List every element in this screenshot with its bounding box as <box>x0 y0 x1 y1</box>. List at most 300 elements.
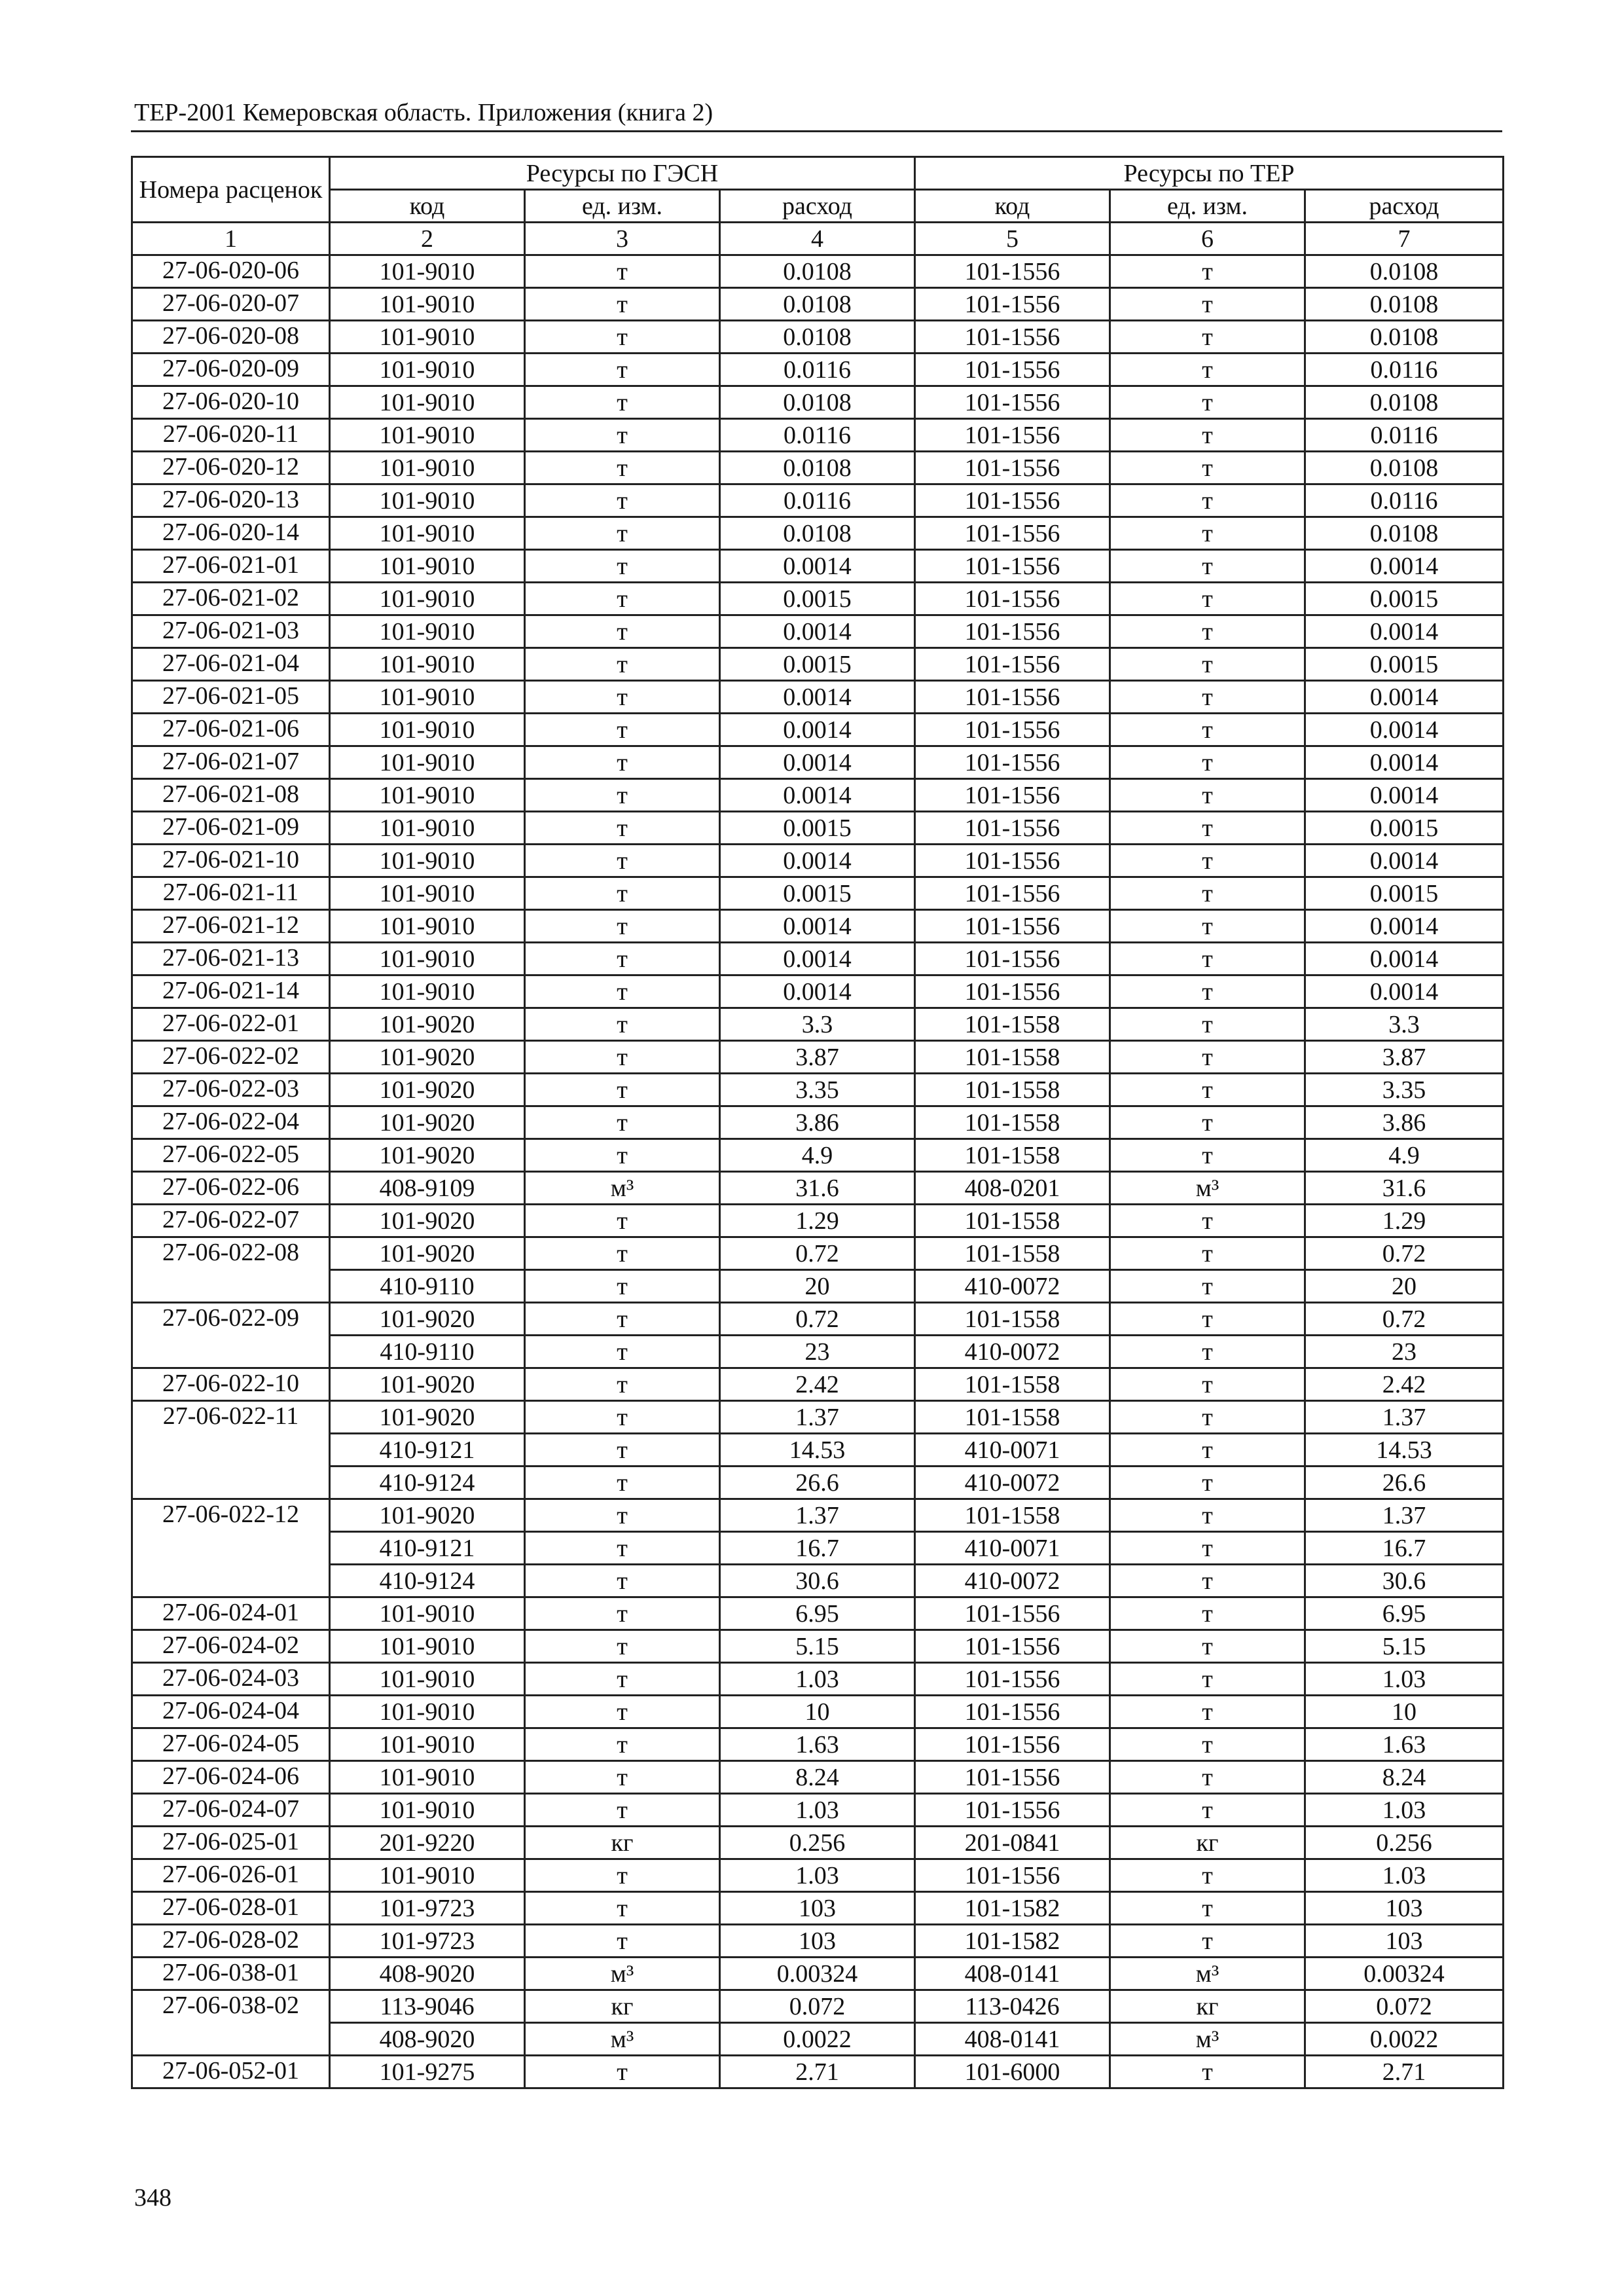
table-body <box>132 255 1504 2088</box>
gesn-consumption: 0.0108 <box>720 386 915 419</box>
gesn-code: 408-9020 <box>330 2023 525 2056</box>
ter-code: 410-0071 <box>915 1532 1110 1565</box>
ter-unit: т <box>1110 648 1305 681</box>
gesn-consumption: 0.0014 <box>720 615 915 648</box>
table-row <box>132 943 1504 975</box>
gesn-code: 101-9010 <box>330 321 525 354</box>
header-ter-group: Ресурсы по ТЕР <box>915 157 1504 190</box>
gesn-consumption: 0.0015 <box>720 648 915 681</box>
ter-code: 408-0201 <box>915 1172 1110 1205</box>
gesn-unit: т <box>525 648 720 681</box>
ter-consumption: 0.0014 <box>1305 845 1504 877</box>
gesn-code: 101-9010 <box>330 779 525 812</box>
header-ter-unit: ед. изм. <box>1110 190 1305 223</box>
rate-number: 27-06-021-05 <box>132 681 330 714</box>
gesn-unit: м³ <box>525 1172 720 1205</box>
ter-code: 101-1558 <box>915 1368 1110 1401</box>
ter-consumption: 0.0014 <box>1305 943 1504 975</box>
ter-consumption: 20 <box>1305 1270 1504 1303</box>
gesn-code: 101-9010 <box>330 1663 525 1696</box>
ter-code: 101-1558 <box>915 1499 1110 1532</box>
ter-unit: т <box>1110 681 1305 714</box>
ter-unit: т <box>1110 1565 1305 1597</box>
gesn-unit: кг <box>525 1990 720 2023</box>
ter-consumption: 0.0014 <box>1305 910 1504 943</box>
rate-number: 27-06-024-04 <box>132 1696 330 1728</box>
gesn-unit: т <box>525 419 720 452</box>
rate-number: 27-06-020-07 <box>132 288 330 321</box>
gesn-unit: т <box>525 1368 720 1401</box>
gesn-unit: т <box>525 1074 720 1106</box>
gesn-code: 101-9010 <box>330 419 525 452</box>
table-row <box>132 1434 1504 1467</box>
ter-consumption: 6.95 <box>1305 1597 1504 1630</box>
ter-unit: кг <box>1110 1827 1305 1859</box>
ter-unit: т <box>1110 452 1305 484</box>
gesn-unit: т <box>525 1303 720 1336</box>
ter-unit: т <box>1110 1597 1305 1630</box>
gesn-code: 101-9020 <box>330 1499 525 1532</box>
rate-number: 27-06-052-01 <box>132 2056 330 2088</box>
gesn-code: 101-9020 <box>330 1303 525 1336</box>
gesn-consumption: 1.37 <box>720 1401 915 1434</box>
rate-number: 27-06-022-10 <box>132 1368 330 1401</box>
gesn-code: 101-9723 <box>330 1925 525 1958</box>
rate-number: 27-06-024-05 <box>132 1728 330 1761</box>
gesn-consumption: 2.42 <box>720 1368 915 1401</box>
ter-unit: м³ <box>1110 1172 1305 1205</box>
ter-code: 101-1556 <box>915 812 1110 845</box>
ter-unit: т <box>1110 1892 1305 1925</box>
ter-code: 101-1556 <box>915 255 1110 288</box>
page-header: ТЕР-2001 Кемеровская область. Приложения (книга 2) <box>134 99 713 126</box>
gesn-consumption: 10 <box>720 1696 915 1728</box>
gesn-unit: т <box>525 845 720 877</box>
ter-unit: т <box>1110 845 1305 877</box>
table-row <box>132 1401 1504 1434</box>
table-row <box>132 1958 1504 1990</box>
column-number: 5 <box>915 223 1110 255</box>
rate-number: 27-06-024-01 <box>132 1597 330 1630</box>
gesn-code: 101-9020 <box>330 1401 525 1434</box>
gesn-code: 101-9010 <box>330 288 525 321</box>
ter-unit: т <box>1110 1303 1305 1336</box>
gesn-unit: т <box>525 1696 720 1728</box>
ter-code: 101-1556 <box>915 321 1110 354</box>
ter-consumption: 3.3 <box>1305 1008 1504 1041</box>
gesn-unit: т <box>525 1761 720 1794</box>
rate-number: 27-06-021-07 <box>132 746 330 779</box>
gesn-code: 101-9010 <box>330 877 525 910</box>
ter-code: 101-1558 <box>915 1237 1110 1270</box>
rate-number: 27-06-028-02 <box>132 1925 330 1958</box>
ter-consumption: 0.072 <box>1305 1990 1504 2023</box>
rate-number: 27-06-022-07 <box>132 1205 330 1237</box>
rate-number: 27-06-024-07 <box>132 1794 330 1827</box>
table-row <box>132 1728 1504 1761</box>
column-number: 6 <box>1110 223 1305 255</box>
ter-consumption: 26.6 <box>1305 1467 1504 1499</box>
gesn-code: 101-9010 <box>330 910 525 943</box>
table-row <box>132 1859 1504 1892</box>
ter-consumption: 30.6 <box>1305 1565 1504 1597</box>
ter-unit: т <box>1110 1205 1305 1237</box>
ter-consumption: 1.03 <box>1305 1794 1504 1827</box>
ter-unit: т <box>1110 1499 1305 1532</box>
gesn-code: 101-9020 <box>330 1237 525 1270</box>
gesn-consumption: 0.0108 <box>720 255 915 288</box>
gesn-consumption: 5.15 <box>720 1630 915 1663</box>
ter-consumption: 1.37 <box>1305 1499 1504 1532</box>
gesn-unit: т <box>525 943 720 975</box>
ter-code: 101-1558 <box>915 1139 1110 1172</box>
table-row <box>132 812 1504 845</box>
gesn-code: 101-9010 <box>330 386 525 419</box>
ter-code: 410-0072 <box>915 1565 1110 1597</box>
gesn-code: 101-9020 <box>330 1139 525 1172</box>
gesn-code: 101-9010 <box>330 714 525 746</box>
ter-consumption: 3.35 <box>1305 1074 1504 1106</box>
ter-code: 101-1556 <box>915 910 1110 943</box>
rate-number: 27-06-020-14 <box>132 517 330 550</box>
table-row <box>132 386 1504 419</box>
ter-consumption: 0.0108 <box>1305 288 1504 321</box>
gesn-code: 101-9010 <box>330 1859 525 1892</box>
gesn-consumption: 0.0014 <box>720 845 915 877</box>
table-row <box>132 1597 1504 1630</box>
gesn-code: 101-9010 <box>330 1696 525 1728</box>
gesn-consumption: 0.0014 <box>720 975 915 1008</box>
gesn-unit: т <box>525 681 720 714</box>
ter-unit: т <box>1110 1663 1305 1696</box>
column-number: 1 <box>132 223 330 255</box>
rate-number: 27-06-021-06 <box>132 714 330 746</box>
ter-consumption: 0.0108 <box>1305 386 1504 419</box>
gesn-consumption: 0.72 <box>720 1237 915 1270</box>
gesn-code: 410-9124 <box>330 1565 525 1597</box>
ter-consumption: 5.15 <box>1305 1630 1504 1663</box>
gesn-code: 410-9124 <box>330 1467 525 1499</box>
rate-number: 27-06-021-03 <box>132 615 330 648</box>
ter-code: 410-0072 <box>915 1467 1110 1499</box>
gesn-consumption: 0.0108 <box>720 288 915 321</box>
gesn-unit: т <box>525 877 720 910</box>
ter-code: 101-1556 <box>915 386 1110 419</box>
column-number: 2 <box>330 223 525 255</box>
gesn-code: 101-9020 <box>330 1205 525 1237</box>
gesn-unit: т <box>525 1401 720 1434</box>
gesn-consumption: 1.29 <box>720 1205 915 1237</box>
column-number: 4 <box>720 223 915 255</box>
gesn-unit: т <box>525 1041 720 1074</box>
ter-code: 101-6000 <box>915 2056 1110 2088</box>
ter-code: 410-0072 <box>915 1336 1110 1368</box>
ter-unit: т <box>1110 1696 1305 1728</box>
gesn-consumption: 3.87 <box>720 1041 915 1074</box>
rate-number: 27-06-038-01 <box>132 1958 330 1990</box>
table-row <box>132 975 1504 1008</box>
rate-number: 27-06-022-02 <box>132 1041 330 1074</box>
ter-unit: м³ <box>1110 1958 1305 1990</box>
gesn-unit: т <box>525 910 720 943</box>
gesn-code: 101-9010 <box>330 812 525 845</box>
gesn-unit: т <box>525 812 720 845</box>
ter-unit: т <box>1110 1467 1305 1499</box>
header-gesn-unit: ед. изм. <box>525 190 720 223</box>
gesn-code: 101-9010 <box>330 354 525 386</box>
gesn-consumption: 0.072 <box>720 1990 915 2023</box>
ter-unit: т <box>1110 1139 1305 1172</box>
ter-code: 101-1556 <box>915 354 1110 386</box>
ter-code: 410-0071 <box>915 1434 1110 1467</box>
gesn-consumption: 1.37 <box>720 1499 915 1532</box>
ter-code: 201-0841 <box>915 1827 1110 1859</box>
table-row <box>132 1532 1504 1565</box>
ter-unit: т <box>1110 1434 1305 1467</box>
gesn-unit: т <box>525 1597 720 1630</box>
gesn-unit: т <box>525 386 720 419</box>
ter-consumption: 0.0108 <box>1305 517 1504 550</box>
rate-number: 27-06-020-11 <box>132 419 330 452</box>
gesn-consumption: 0.0108 <box>720 517 915 550</box>
gesn-code: 101-9020 <box>330 1106 525 1139</box>
ter-code: 101-1558 <box>915 1041 1110 1074</box>
rate-number: 27-06-021-08 <box>132 779 330 812</box>
page-number: 348 <box>134 2184 171 2212</box>
gesn-code: 101-9010 <box>330 746 525 779</box>
ter-consumption: 0.0108 <box>1305 255 1504 288</box>
rate-number: 27-06-022-11 <box>132 1401 330 1499</box>
gesn-consumption: 0.0022 <box>720 2023 915 2056</box>
ter-unit: т <box>1110 1106 1305 1139</box>
rate-number: 27-06-022-03 <box>132 1074 330 1106</box>
gesn-unit: т <box>525 321 720 354</box>
header-gesn-code: код <box>330 190 525 223</box>
gesn-consumption: 8.24 <box>720 1761 915 1794</box>
ter-code: 101-1556 <box>915 419 1110 452</box>
ter-unit: т <box>1110 1237 1305 1270</box>
gesn-unit: т <box>525 1139 720 1172</box>
table-row <box>132 746 1504 779</box>
ter-code: 101-1558 <box>915 1008 1110 1041</box>
rate-number: 27-06-021-10 <box>132 845 330 877</box>
gesn-consumption: 0.00324 <box>720 1958 915 1990</box>
gesn-consumption: 0.0108 <box>720 452 915 484</box>
ter-code: 101-1556 <box>915 714 1110 746</box>
gesn-code: 101-9010 <box>330 681 525 714</box>
rate-number: 27-06-022-04 <box>132 1106 330 1139</box>
ter-code: 101-1556 <box>915 1630 1110 1663</box>
gesn-consumption: 0.0015 <box>720 583 915 615</box>
gesn-unit: т <box>525 288 720 321</box>
table-row <box>132 1368 1504 1401</box>
gesn-code: 113-9046 <box>330 1990 525 2023</box>
table-row <box>132 1499 1504 1532</box>
ter-unit: т <box>1110 1925 1305 1958</box>
rate-number: 27-06-020-10 <box>132 386 330 419</box>
ter-consumption: 4.9 <box>1305 1139 1504 1172</box>
gesn-consumption: 1.63 <box>720 1728 915 1761</box>
ter-code: 101-1558 <box>915 1205 1110 1237</box>
gesn-consumption: 0.0015 <box>720 812 915 845</box>
gesn-consumption: 0.0015 <box>720 877 915 910</box>
ter-consumption: 31.6 <box>1305 1172 1504 1205</box>
ter-code: 408-0141 <box>915 2023 1110 2056</box>
gesn-unit: т <box>525 1499 720 1532</box>
ter-code: 101-1556 <box>915 877 1110 910</box>
ter-unit: т <box>1110 1368 1305 1401</box>
gesn-consumption: 31.6 <box>720 1172 915 1205</box>
gesn-consumption: 0.0014 <box>720 550 915 583</box>
ter-consumption: 14.53 <box>1305 1434 1504 1467</box>
gesn-unit: т <box>525 1565 720 1597</box>
gesn-unit: т <box>525 1630 720 1663</box>
table-row <box>132 1925 1504 1958</box>
ter-code: 101-1556 <box>915 583 1110 615</box>
gesn-code: 408-9109 <box>330 1172 525 1205</box>
gesn-code: 101-9020 <box>330 1074 525 1106</box>
gesn-unit: т <box>525 1336 720 1368</box>
ter-consumption: 2.71 <box>1305 2056 1504 2088</box>
gesn-unit: м³ <box>525 2023 720 2056</box>
ter-consumption: 0.0015 <box>1305 877 1504 910</box>
header-gesn-group: Ресурсы по ГЭСН <box>330 157 915 190</box>
ter-code: 101-1556 <box>915 845 1110 877</box>
gesn-code: 101-9020 <box>330 1041 525 1074</box>
ter-consumption: 23 <box>1305 1336 1504 1368</box>
table-row <box>132 1139 1504 1172</box>
ter-unit: т <box>1110 517 1305 550</box>
ter-consumption: 0.0014 <box>1305 615 1504 648</box>
ter-code: 113-0426 <box>915 1990 1110 2023</box>
ter-code: 101-1556 <box>915 943 1110 975</box>
ter-code: 101-1556 <box>915 648 1110 681</box>
ter-unit: м³ <box>1110 2023 1305 2056</box>
ter-unit: т <box>1110 1761 1305 1794</box>
ter-consumption: 10 <box>1305 1696 1504 1728</box>
ter-consumption: 0.0116 <box>1305 419 1504 452</box>
gesn-consumption: 1.03 <box>720 1794 915 1827</box>
table-row <box>132 2056 1504 2088</box>
ter-consumption: 0.0014 <box>1305 681 1504 714</box>
resource-table <box>131 156 1504 2089</box>
gesn-code: 101-9010 <box>330 1630 525 1663</box>
gesn-unit: т <box>525 1532 720 1565</box>
gesn-unit: т <box>525 452 720 484</box>
gesn-code: 101-9010 <box>330 1597 525 1630</box>
rate-number: 27-06-026-01 <box>132 1859 330 1892</box>
rate-number: 27-06-021-11 <box>132 877 330 910</box>
header-gesn-consumption: расход <box>720 190 915 223</box>
ter-unit: т <box>1110 1336 1305 1368</box>
gesn-code: 101-9010 <box>330 975 525 1008</box>
gesn-consumption: 0.0116 <box>720 354 915 386</box>
ter-unit: т <box>1110 354 1305 386</box>
rate-number: 27-06-022-08 <box>132 1237 330 1303</box>
gesn-code: 408-9020 <box>330 1958 525 1990</box>
ter-code: 101-1556 <box>915 681 1110 714</box>
ter-code: 101-1556 <box>915 1794 1110 1827</box>
ter-consumption: 3.86 <box>1305 1106 1504 1139</box>
gesn-unit: т <box>525 1106 720 1139</box>
table-row <box>132 1172 1504 1205</box>
rate-number: 27-06-024-06 <box>132 1761 330 1794</box>
gesn-consumption: 0.0014 <box>720 779 915 812</box>
rate-number: 27-06-020-13 <box>132 484 330 517</box>
ter-consumption: 16.7 <box>1305 1532 1504 1565</box>
table-row <box>132 1565 1504 1597</box>
table-row <box>132 1990 1504 2023</box>
rate-number: 27-06-022-05 <box>132 1139 330 1172</box>
gesn-consumption: 0.0014 <box>720 746 915 779</box>
gesn-consumption: 1.03 <box>720 1663 915 1696</box>
table-row <box>132 714 1504 746</box>
ter-code: 101-1558 <box>915 1303 1110 1336</box>
table-row <box>132 1467 1504 1499</box>
gesn-unit: т <box>525 1205 720 1237</box>
table-row <box>132 419 1504 452</box>
ter-consumption: 0.0014 <box>1305 550 1504 583</box>
ter-consumption: 1.29 <box>1305 1205 1504 1237</box>
gesn-consumption: 3.3 <box>720 1008 915 1041</box>
ter-code: 408-0141 <box>915 1958 1110 1990</box>
gesn-unit: т <box>525 714 720 746</box>
gesn-unit: т <box>525 1925 720 1958</box>
column-number: 7 <box>1305 223 1504 255</box>
ter-code: 101-1558 <box>915 1401 1110 1434</box>
gesn-unit: т <box>525 1794 720 1827</box>
ter-consumption: 103 <box>1305 1925 1504 1958</box>
ter-consumption: 1.03 <box>1305 1663 1504 1696</box>
ter-consumption: 3.87 <box>1305 1041 1504 1074</box>
table-row <box>132 1794 1504 1827</box>
gesn-code: 101-9723 <box>330 1892 525 1925</box>
table-row <box>132 2023 1504 2056</box>
column-number-row <box>132 223 1504 255</box>
gesn-consumption: 20 <box>720 1270 915 1303</box>
gesn-unit: т <box>525 1008 720 1041</box>
table-row <box>132 354 1504 386</box>
gesn-consumption: 3.86 <box>720 1106 915 1139</box>
gesn-unit: т <box>525 484 720 517</box>
gesn-consumption: 1.03 <box>720 1859 915 1892</box>
ter-code: 101-1556 <box>915 1597 1110 1630</box>
gesn-consumption: 30.6 <box>720 1565 915 1597</box>
rate-number: 27-06-020-08 <box>132 321 330 354</box>
ter-unit: т <box>1110 975 1305 1008</box>
ter-consumption: 0.0015 <box>1305 583 1504 615</box>
gesn-consumption: 0.0014 <box>720 681 915 714</box>
rate-number: 27-06-022-01 <box>132 1008 330 1041</box>
gesn-unit: т <box>525 1859 720 1892</box>
table-row <box>132 910 1504 943</box>
ter-consumption: 2.42 <box>1305 1368 1504 1401</box>
rate-number: 27-06-021-09 <box>132 812 330 845</box>
gesn-unit: т <box>525 550 720 583</box>
table-row <box>132 1303 1504 1336</box>
table-row <box>132 255 1504 288</box>
table-row <box>132 1761 1504 1794</box>
ter-consumption: 0.0116 <box>1305 354 1504 386</box>
ter-code: 101-1582 <box>915 1892 1110 1925</box>
ter-unit: т <box>1110 779 1305 812</box>
ter-unit: т <box>1110 1859 1305 1892</box>
table-row <box>132 452 1504 484</box>
table-row <box>132 1892 1504 1925</box>
ter-code: 101-1556 <box>915 779 1110 812</box>
table-row <box>132 583 1504 615</box>
rate-number: 27-06-021-02 <box>132 583 330 615</box>
